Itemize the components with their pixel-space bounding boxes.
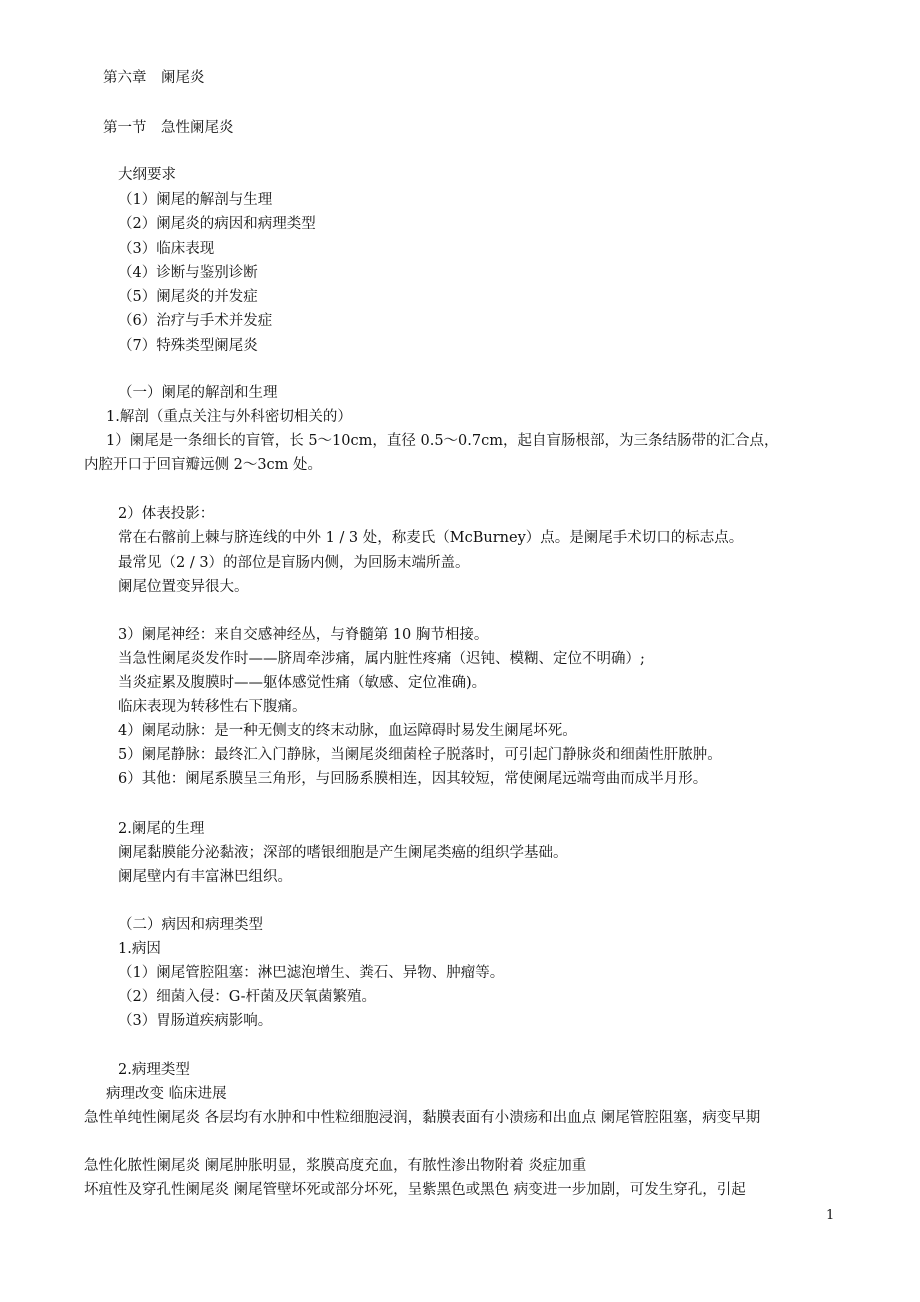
etiology-item: （1）阑尾管腔阻塞：淋巴滤泡增生、粪石、异物、肿瘤等。 (118, 965, 505, 981)
anatomy-heading: 1.解剖（重点关注与外科密切相关的） (106, 409, 352, 425)
syllabus-item: （6）治疗与手术并发症 (118, 313, 273, 329)
syllabus-item: （5）阑尾炎的并发症 (118, 289, 258, 305)
syllabus-item: （4）诊断与鉴别诊断 (118, 265, 258, 281)
physiology-line: 阑尾黏膜能分泌黏液；深部的嗜银细胞是产生阑尾类癌的组织学基础。 (118, 845, 568, 861)
etiology-item: （3）胃肠道疾病影响。 (118, 1013, 273, 1029)
artery-line: 4）阑尾动脉：是一种无侧支的终末动脉，血运障碍时易发生阑尾坏死。 (118, 723, 577, 739)
part2-title: （二）病因和病理类型 (118, 917, 263, 933)
pathology-columns: 病理改变 临床进展 (106, 1086, 227, 1102)
projection-line: 阑尾位置变异很大。 (118, 579, 249, 595)
pathology-heading: 2.病理类型 (118, 1062, 190, 1078)
projection-heading: 2）体表投影： (118, 506, 215, 522)
syllabus-item: （3）临床表现 (118, 241, 215, 257)
other-line: 6）其他：阑尾系膜呈三角形，与回肠系膜相连，因其较短，常使阑尾远端弯曲而成半月形。 (118, 771, 708, 787)
syllabus-title: 大纲要求 (118, 167, 176, 183)
nerve-line: 当急性阑尾炎发作时——脐周牵涉痛，属内脏性疼痛（迟钝、模糊、定位不明确）; (118, 651, 645, 667)
vein-line: 5）阑尾静脉：最终汇入门静脉，当阑尾炎细菌栓子脱落时，可引起门静脉炎和细菌性肝脓肿。 (118, 747, 722, 763)
pathology-row: 急性单纯性阑尾炎 各层均有水肿和中性粒细胞浸润，黏膜表面有小溃疡和出血点 阑尾管腔阻塞，病变早期 (84, 1110, 761, 1126)
page-number: 1 (826, 1208, 835, 1223)
etiology-heading: 1.病因 (118, 941, 161, 957)
section-title: 第一节 急性阑尾炎 (103, 120, 234, 136)
part1-title: （一）阑尾的解剖和生理 (118, 385, 278, 401)
nerve-line: 临床表现为转移性右下腹痛。 (118, 699, 307, 715)
physiology-line: 阑尾壁内有丰富淋巴组织。 (118, 869, 292, 885)
nerve-line: 3）阑尾神经：来自交感神经丛，与脊髓第 10 胸节相接。 (118, 627, 489, 643)
projection-line: 常在右髂前上棘与脐连线的中外 1 / 3 处，称麦氏（McBurney）点。是阑尾手术切口的标志点。 (118, 530, 744, 546)
pathology-row: 急性化脓性阑尾炎 阑尾肿胀明显，浆膜高度充血，有脓性渗出物附着 炎症加重 (84, 1158, 587, 1174)
anatomy-paragraph-1-line-2: 内腔开口于回盲瓣远侧 2～3cm 处。 (84, 457, 323, 473)
physiology-heading: 2.阑尾的生理 (118, 821, 205, 837)
projection-line: 最常见（2 / 3）的部位是盲肠内侧，为回肠末端所盖。 (118, 555, 470, 571)
pathology-row: 坏疽性及穿孔性阑尾炎 阑尾管壁坏死或部分坏死，呈紫黑色或黑色 病变进一步加剧，可发生穿孔，引起 (84, 1182, 746, 1198)
syllabus-item: （1）阑尾的解剖与生理 (118, 192, 273, 208)
syllabus-item: （2）阑尾炎的病因和病理类型 (118, 216, 316, 232)
anatomy-paragraph-1-line-1: 1）阑尾是一条细长的盲管，长 5～10cm，直径 0.5～0.7cm，起自盲肠根部，为三条结肠带的汇合点， (106, 433, 779, 449)
syllabus-item: （7）特殊类型阑尾炎 (118, 338, 258, 354)
nerve-line: 当炎症累及腹膜时——躯体感觉性痛（敏感、定位准确)。 (118, 675, 487, 691)
etiology-item: （2）细菌入侵：G-杆菌及厌氧菌繁殖。 (118, 989, 376, 1005)
chapter-title: 第六章 阑尾炎 (103, 70, 205, 86)
